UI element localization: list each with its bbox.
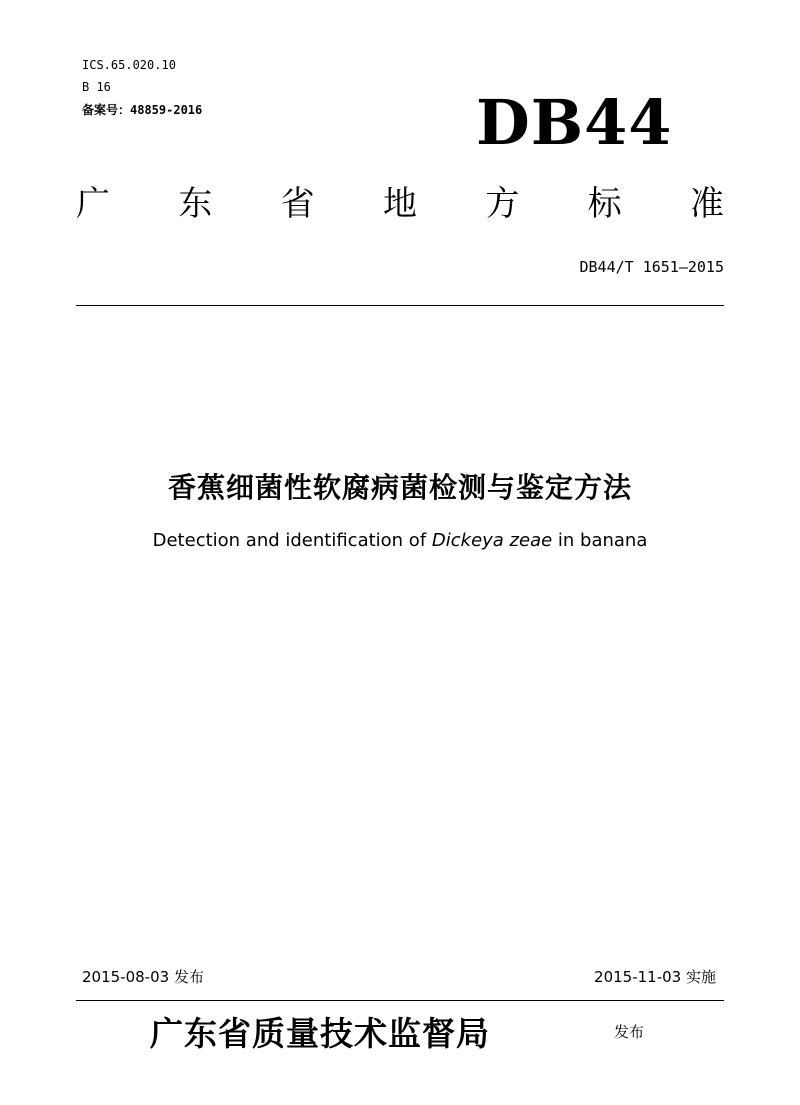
footer-divider <box>76 1000 724 1001</box>
standard-type-char: 方 <box>485 184 520 224</box>
db-code-logo: DB44 <box>476 86 673 159</box>
ics-code: ICS.65.020.10 <box>82 58 176 72</box>
title-chinese: 香蕉细菌性软腐病菌检测与鉴定方法 <box>167 471 632 504</box>
title-english <box>0 530 800 551</box>
standard-type-char: 广 <box>76 184 110 224</box>
header-divider <box>76 305 724 306</box>
standard-type-char: 地 <box>382 184 417 224</box>
standard-type-char: 标 <box>587 184 622 224</box>
standard-type-char: 东 <box>178 184 213 224</box>
issuer-suffix: 发布 <box>614 1023 645 1041</box>
standard-type-char: 省 <box>280 184 315 224</box>
implementation-date: 2015-11-03 实施 <box>594 968 716 986</box>
standard-number: DB44/T 1651—2015 <box>579 258 724 276</box>
issue-date: 2015-08-03 发布 <box>82 968 204 986</box>
issuer-name: 广东省质量技术监督局 <box>150 1014 490 1053</box>
title-english-suffix: in banana <box>552 530 648 551</box>
standard-type-heading <box>76 180 724 228</box>
record-number: 备案号：48859-2016 <box>82 103 203 117</box>
title-english-species: Dickeya zeae <box>431 530 553 551</box>
classification-code: B 16 <box>82 80 111 94</box>
title-english-prefix: Detection and identification of <box>152 530 432 551</box>
standard-type-char: 准 <box>689 184 724 224</box>
